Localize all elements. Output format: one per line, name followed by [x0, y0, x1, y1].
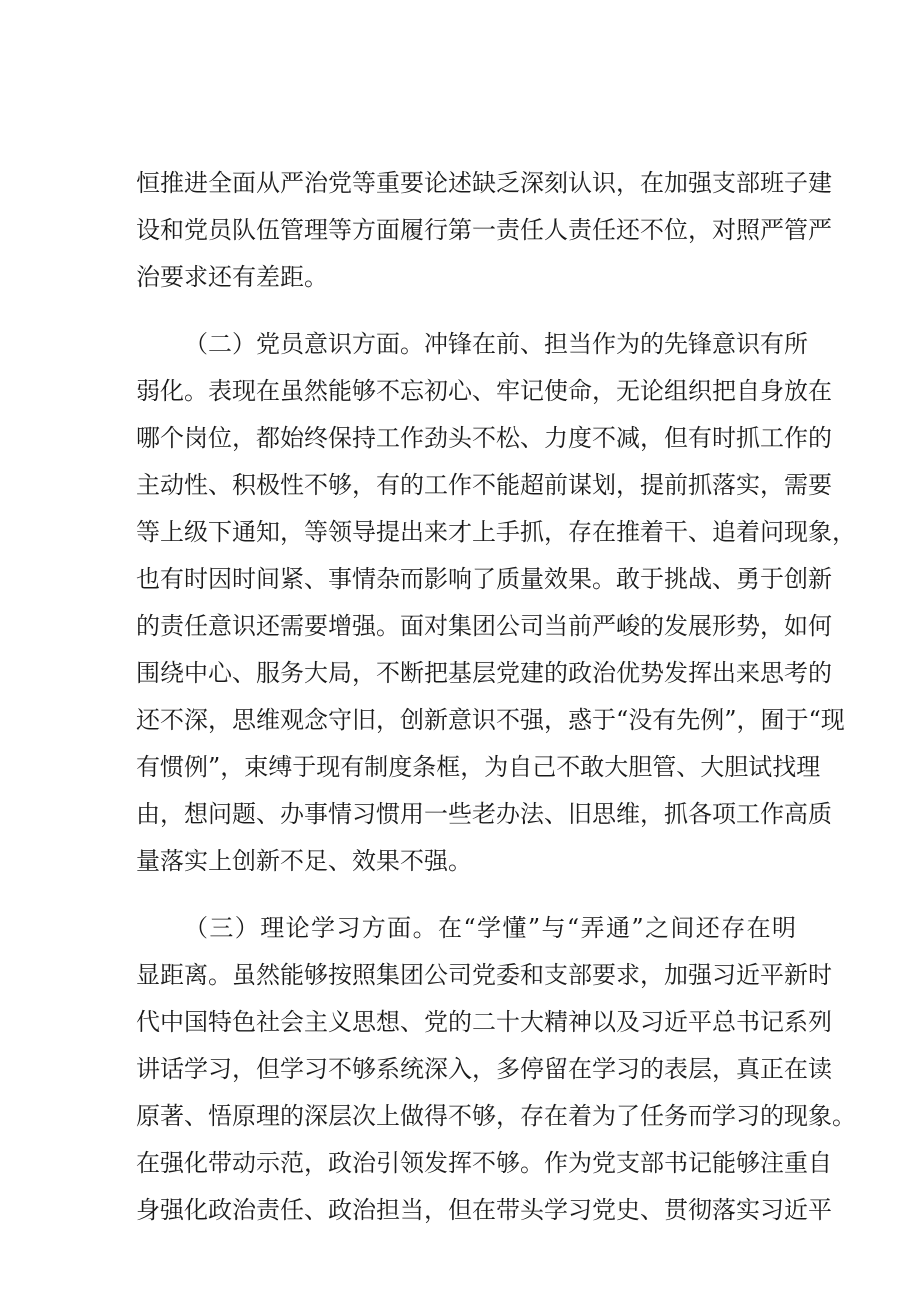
text-line: 恒推进全面从严治党等重要论述缺乏深刻认识，在加强支部班子建 — [136, 169, 832, 197]
paragraph-first-line: （三）理论学习方面。在“学懂”与“弄通”之间还存在明 — [184, 914, 796, 942]
text-line: 在强化带动示范，政治引领发挥不够。作为党支部书记能够注重自 — [136, 1149, 832, 1177]
text-line: 原著、悟原理的深层次上做得不够，存在着为了任务而学习的现象。 — [136, 1102, 856, 1130]
text-line: 代中国特色社会主义思想、党的二十大精神以及习近平总书记系列 — [136, 1008, 832, 1036]
text-line: 显距离。虽然能够按照集团公司党委和支部要求，加强习近平新时 — [136, 961, 832, 989]
paragraph-first-line: （二）党员意识方面。冲锋在前、担当作为的先锋意识有所 — [184, 330, 808, 358]
text-line: 还不深，思维观念守旧，创新意识不强，惑于“没有先例”，囿于“现 — [136, 706, 845, 734]
text-line: 弱化。表现在虽然能够不忘初心、牢记使命，无论组织把自身放在 — [136, 377, 832, 405]
text-line: 由，想问题、办事情习惯用一些老办法、旧思维，抓各项工作高质 — [136, 800, 832, 828]
text-line: 的责任意识还需要增强。面对集团公司当前严峻的发展形势，如何 — [136, 612, 832, 640]
text-line: 也有时因时间紧、事情杂而影响了质量效果。敢于挑战、勇于创新 — [136, 565, 832, 593]
text-line: 身强化政治责任、政治担当，但在带头学习党史、贯彻落实习近平 — [136, 1196, 832, 1224]
text-line: 讲话学习，但学习不够系统深入，多停留在学习的表层，真正在读 — [136, 1055, 832, 1083]
text-line: 治要求还有差距。 — [136, 263, 328, 291]
text-line: 等上级下通知，等领导提出来才上手抓，存在推着干、追着问现象， — [136, 518, 856, 546]
text-line: 设和党员队伍管理等方面履行第一责任人责任还不位，对照严管严 — [136, 216, 832, 244]
text-line: 量落实上创新不足、效果不强。 — [136, 847, 472, 875]
text-line: 有惯例”，束缚于现有制度条框，为自己不敢大胆管、大胆试找理 — [136, 753, 821, 781]
text-line: 主动性、积极性不够，有的工作不能超前谋划，提前抓落实，需要 — [136, 471, 832, 499]
text-line: 围绕中心、服务大局，不断把基层党建的政治优势发挥出来思考的 — [136, 659, 832, 687]
text-line: 哪个岗位，都始终保持工作劲头不松、力度不减，但有时抓工作的 — [136, 424, 832, 452]
